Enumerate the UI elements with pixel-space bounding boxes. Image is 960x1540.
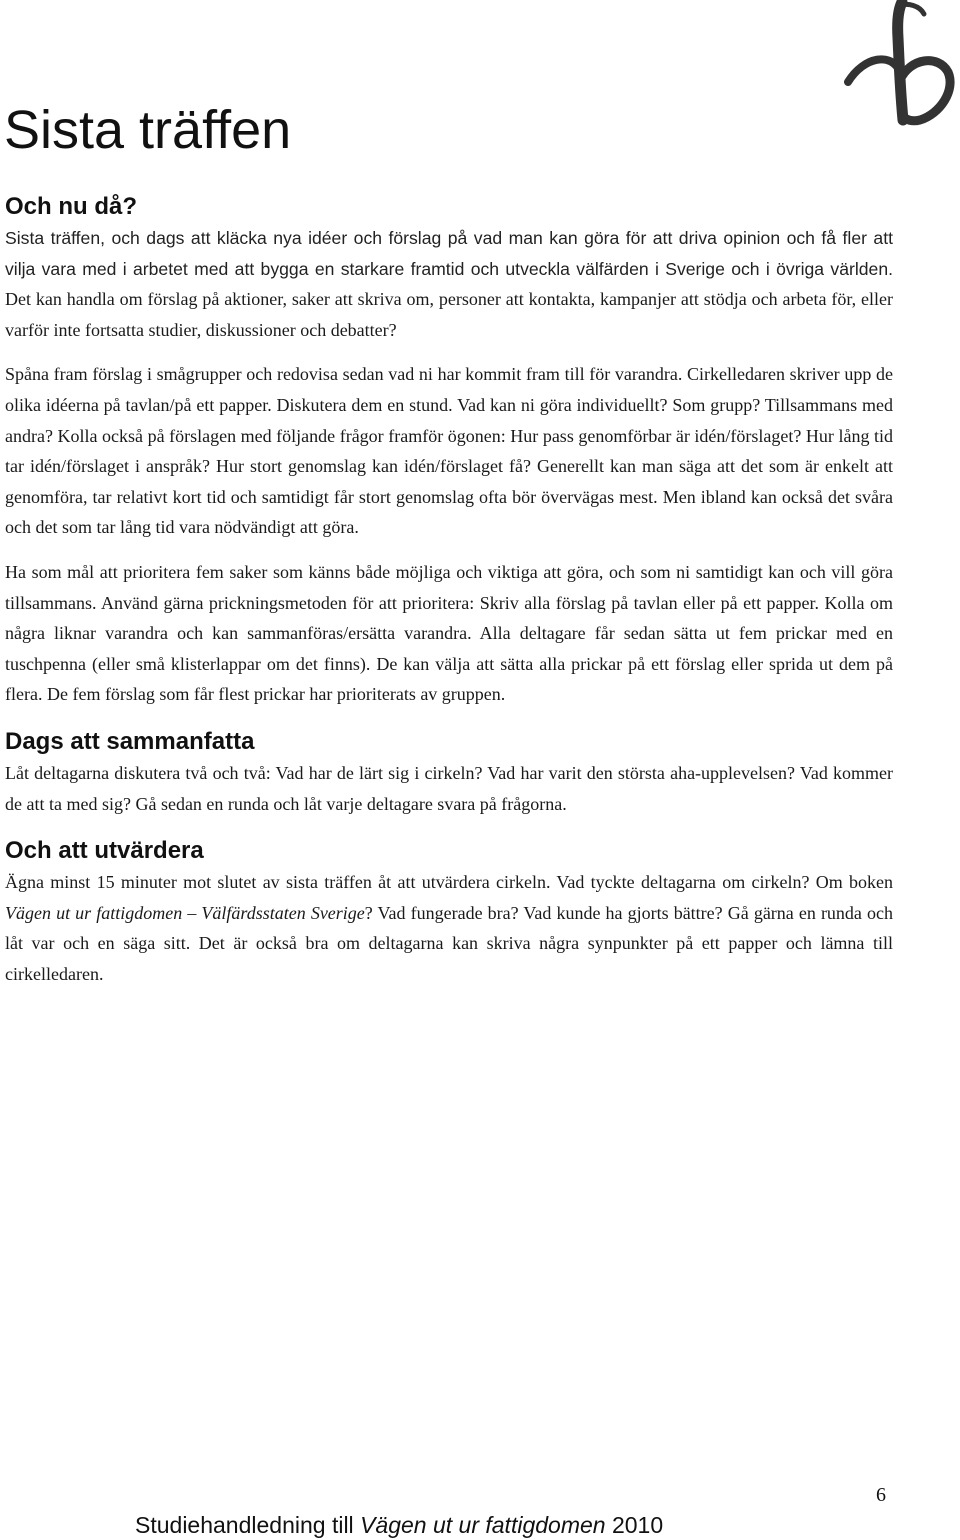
document-body bbox=[5, 191, 893, 1003]
page-footer bbox=[135, 1510, 663, 1540]
paragraph-intro bbox=[5, 223, 893, 345]
section-heading-och-att-utvardera: Och att utvärdera bbox=[5, 837, 204, 865]
section-heading-dags-att-sammanfatta: Dags att sammanfatta bbox=[5, 727, 255, 755]
book-title: Vägen ut ur fattigdomen – Välfärdsstaten Sverige bbox=[5, 902, 365, 923]
paragraph-summary: Låt deltagarna diskutera två och två: Vad har de lärt sig i cirkeln? Vad har varit den största aha-upplevelsen? Vad kommer de att ta med sig? Gå sedan en runda och låt varje deltagare svara på frågorna. bbox=[5, 762, 893, 814]
footer-prefix: Studiehandledning till bbox=[135, 1512, 361, 1538]
footer-book-title: Vägen ut ur fattigdomen bbox=[360, 1512, 606, 1538]
page-number: 6 bbox=[876, 1484, 886, 1506]
publisher-logo-icon bbox=[840, 0, 958, 132]
paragraph-evaluate bbox=[5, 867, 893, 989]
paragraph-prioritize: Ha som mål att prioritera fem saker som känns både möjliga och viktiga att göra, och som ni samtidigt kan och vill göra tillsammans. Använd gärna prickningsmetoden för att prioritera: Skriv alla förslag på tavlan eller på ett papper. Kolla om några liknar varandra och kan sammanföras/ersätta varandra. Alla deltagare får sedan sätta ut fem prickar med en tuschpenna (eller små klisterlappar om det finns). De kan välja att sätta alla prickar på ett förslag eller sprida ut dem på flera. De fem förslag som får flest prickar har prioriterats av gruppen. bbox=[5, 561, 893, 705]
paragraph-brainstorm: Spåna fram förslag i smågrupper och redovisa sedan vad ni har kommit fram till för varandra. Cirkelledaren skriver upp de olika idéerna på tavlan/på ett papper. Diskutera dem en stund. Vad kan ni göra individuellt? Som grupp? Tillsammans med andra? Kolla också på förslagen med följande frågor framför ögonen: Hur pass genomförbar är idén/förslaget? Hur lång tid tar idén/förslaget i anspråk? Hur stort genomslag kan idén/förslaget få? Generellt kan man säga att det som är enkelt att genomföra, tar relativt kort tid och samtidigt får stort genomslag ofta bör övervägas mest. Men ibland kan också det svåra och det som tar lång tid vara nödvändigt att göra. bbox=[5, 364, 893, 538]
paragraph-evaluate-after: ? Vad fungerade bra? Vad kunde ha gjorts bättre? Gå gärna en runda och låt var och en säga sitt. Det är också bra om deltagarna kan skriva några synpunkter på ett papper och lämna till cirkelledaren. bbox=[5, 902, 893, 984]
section-heading-och-nu-da: Och nu då? bbox=[5, 193, 137, 220]
paragraph-intro-rest: Det kan handla om förslag på aktioner, saker att skriva om, personer att kontakta, kampanjer att stödja och arbeta för, eller varför inte fortsatta studier, diskussioner och debatter? bbox=[5, 289, 893, 340]
paragraph-intro-lead: Sista träffen, och dags att kläcka nya idéer och förslag på vad man kan göra för att driva opinion och få fler att vilja vara med i arbetet med att bygga en starkare framtid och utveckla välfärden i Sverige och i övriga världen. bbox=[5, 228, 893, 279]
footer-year: 2010 bbox=[605, 1512, 664, 1538]
page-title: Sista träffen bbox=[4, 100, 292, 160]
paragraph-evaluate-before: Ägna minst 15 minuter mot slutet av sista träffen åt att utvärdera cirkeln. Vad tyckte deltagarna om cirkeln? Om boken bbox=[5, 872, 893, 893]
